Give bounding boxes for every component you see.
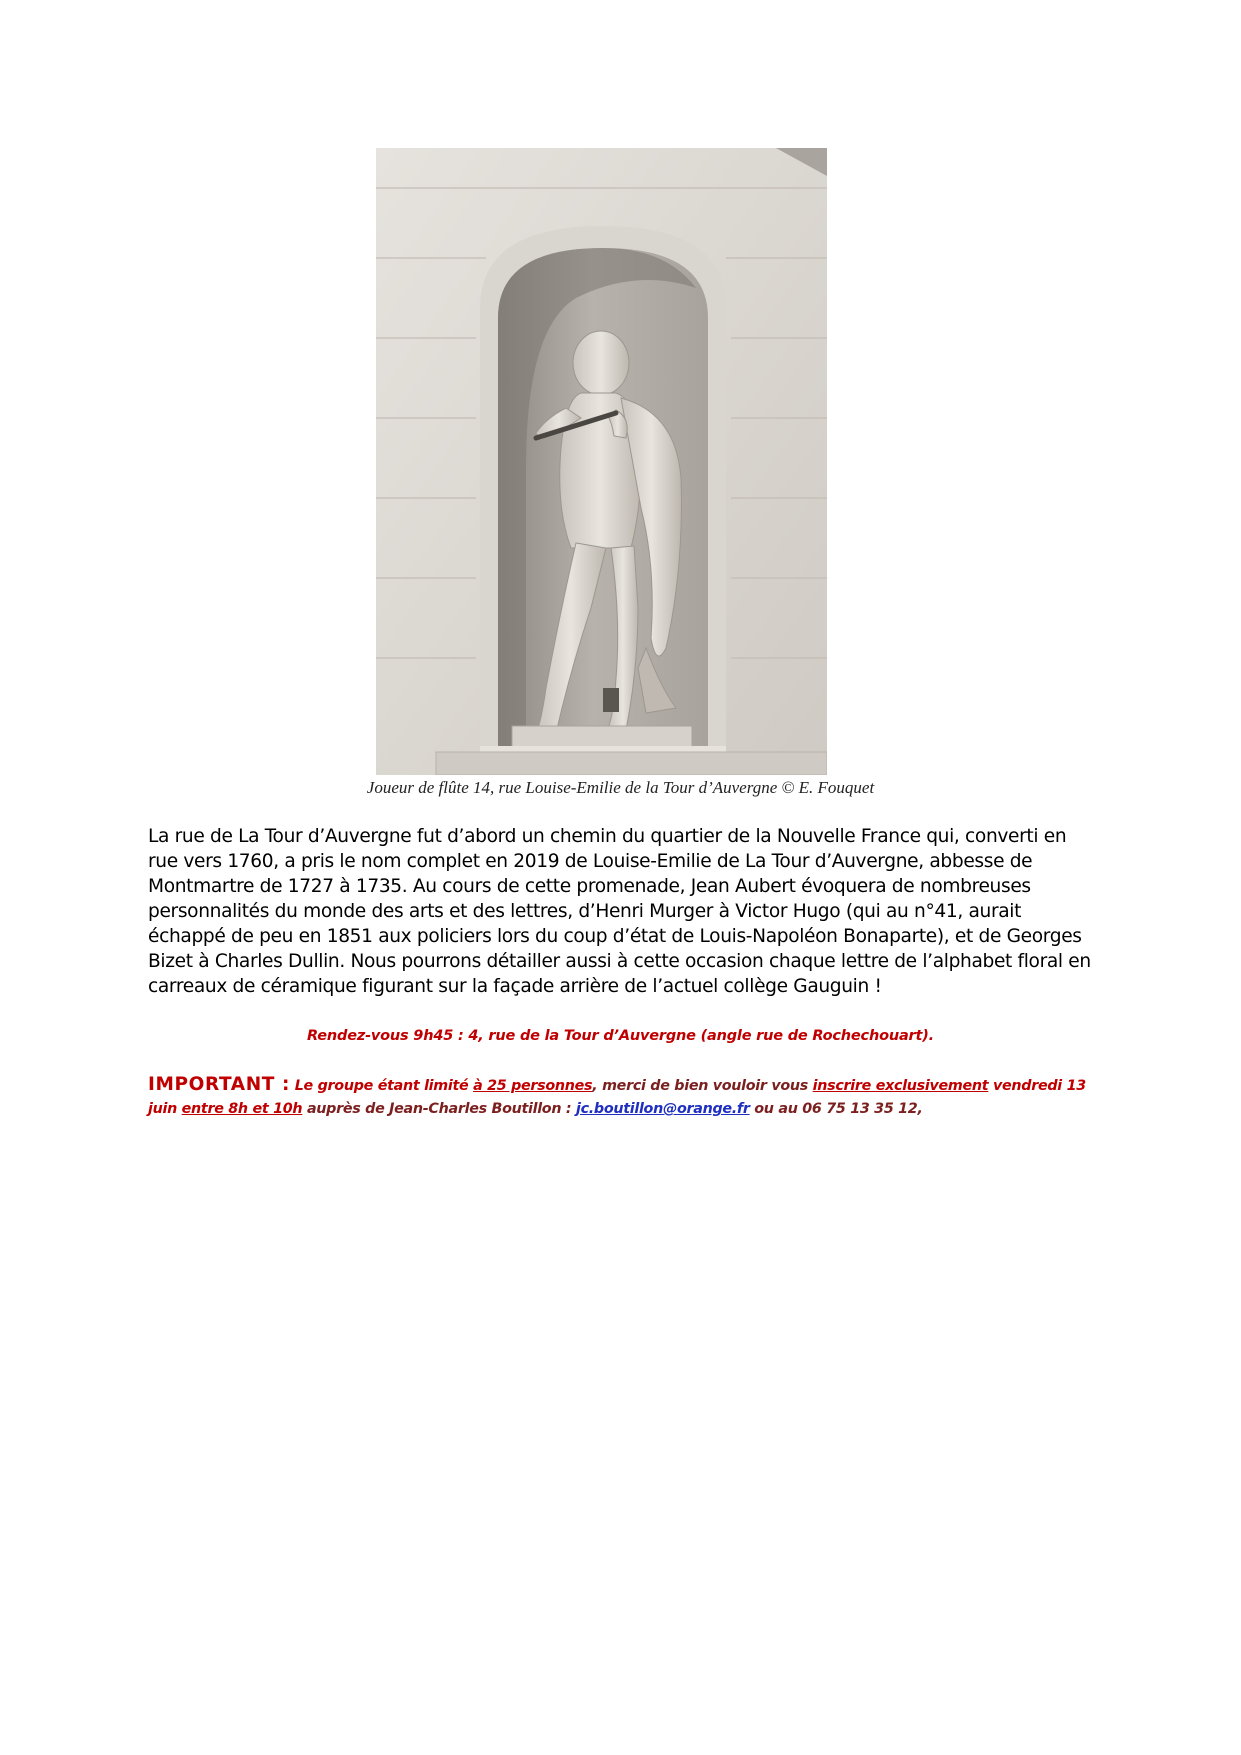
description-paragraph: La rue de La Tour d’Auvergne fut d’abord un chemin du quartier de la Nouvelle France qui, converti en rue vers 1760, a pris le nom complet en 2019 de Louise-Emilie de La Tour d’Auvergne, abbesse de Montmartre de 1727 à 1735. Au cours de cette promenade, Jean Aubert évoquera de nombreuses personnalités du monde des arts et des lettres, d’Henri Murger à Victor Hugo (qui au n°41, aurait échappé de peu en 1851 aux policiers lors du coup d’état de Louis-Napoléon Bonaparte), et de Georges Bizet à Charles Dullin. Nous pourrons détailler aussi à cette occasion chaque lettre de l’alphabet floral en carreaux de céramique figurant sur la façade arrière de l’actuel collège Gauguin ! [148, 826, 1091, 997]
important-text-3: vendredi 13 juin [148, 1078, 1086, 1117]
important-text-4: auprès de Jean-Charles Boutillon : [302, 1101, 576, 1117]
statue-photo [376, 148, 827, 775]
photo-caption: Joueur de flûte 14, rue Louise-Emilie de la Tour d’Auvergne © E. Fouquet [366, 778, 875, 797]
registration-instruction: inscrire exclusivement [812, 1078, 989, 1094]
important-label: IMPORTANT : [148, 1074, 291, 1095]
important-text-1: Le groupe étant limité [290, 1078, 474, 1094]
registration-window: entre 8h et 10h [181, 1101, 303, 1117]
important-text-2: , merci de bien vouloir vous [592, 1078, 813, 1094]
group-limit: à 25 personnes [473, 1078, 593, 1094]
rendezvous-line: Rendez-vous 9h45 : 4, rue de la Tour d’Auvergne (angle rue de Rochechouart). [307, 1028, 934, 1044]
statue-flute-player-icon [376, 148, 827, 775]
important-notice [148, 1073, 1098, 1121]
important-text-5: ou au 06 75 13 35 12, [749, 1101, 923, 1117]
contact-email-link[interactable]: jc.boutillon@orange.fr [575, 1101, 750, 1117]
